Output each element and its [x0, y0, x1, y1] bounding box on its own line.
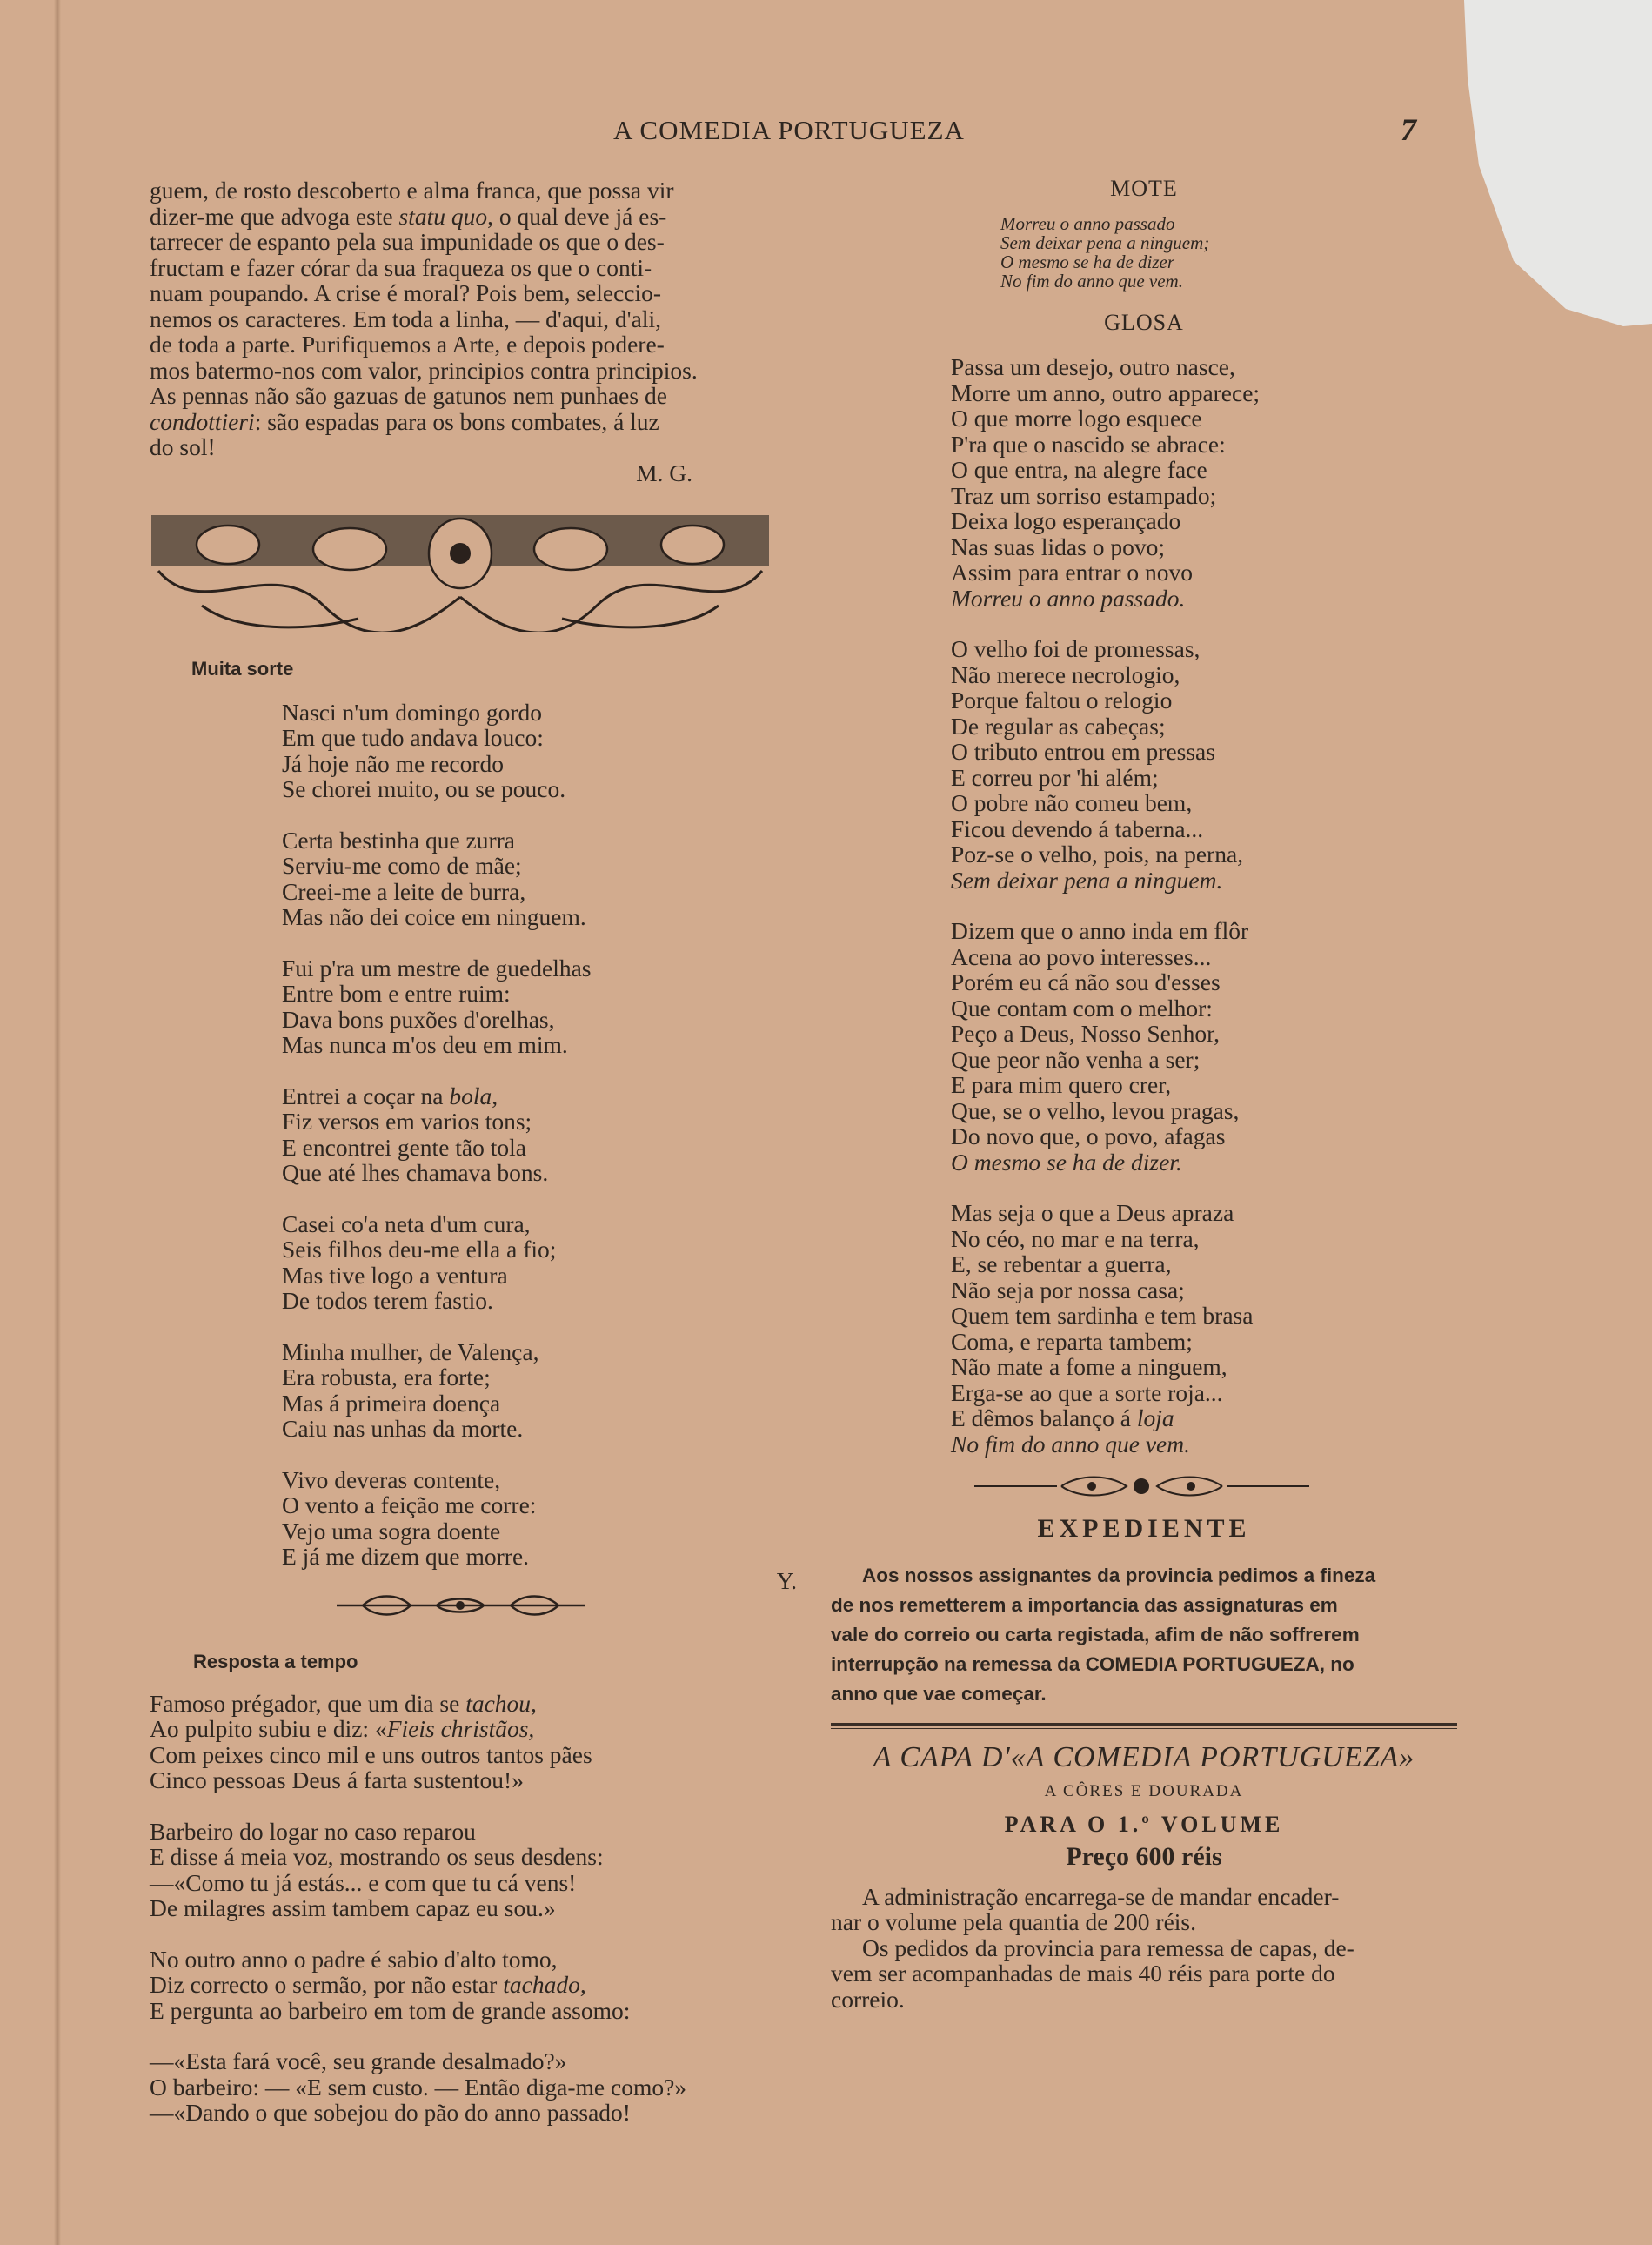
poem1-stanza: Nasci n'um domingo gordo Em que tudo andava louco: Já hoje não me recordo Se chorei muito, ou se pouco. [282, 698, 566, 802]
capa-title: A CAPA D'«A COMEDIA PORTUGUEZA» [873, 1740, 1415, 1773]
expediente-title: EXPEDIENTE [1037, 1514, 1251, 1543]
small-flourish-divider [150, 1588, 771, 1623]
glosa-stanza: Dizem que o anno inda em flôr Acena ao povo interesses... Porém eu cá não sou d'esses Que contam com o melhor: Peço a Deus, Nosso Senhor, Que peor não venha a ser; E para mim quero crer, Que, se o velho, levou pragas, Do novo que, o povo, afagas O mesmo se ha de dizer. [951, 917, 1249, 1176]
poem1-stanza: Fui p'ra um mestre de guedelhas Entre bom e entre ruim: Dava bons puxões d'orelhas, Mas nunca m'os deu em mim. [282, 954, 592, 1058]
poem2-stanza: Famoso prégador, que um dia se tachou, Ao pulpito subiu e diz: «Fieis christãos, Com peixes cinco mil e uns outros tantos pães Cinco pessoas Deus á farta sustentou!» [150, 1689, 592, 1793]
poem2 [150, 1691, 771, 2126]
glosa-title: GLOSA [1104, 309, 1184, 335]
poem1-stanza: Certa bestinha que zurra Serviu-me como de mãe; Creei-me a leite de burra, Mas não dei coice em ninguem. [282, 826, 586, 930]
mote-title: MOTE [1110, 176, 1178, 201]
poem2-stanza: Barbeiro do logar no caso reparou E disse á meia voz, mostrando os seus desdens: —«Como tu já estás... e com que tu cá vens! De milagres assim tambem capaz eu sou.» [150, 1817, 604, 1921]
capa-subtitle: A CÔRES E DOURADA [1044, 1782, 1244, 1800]
glosa-stanza: Mas seja o que a Deus apraza No céo, no mar e na terra, E, se rebentar a guerra, Não seja por nossa casa; Quem tem sardinha e tem brasa Coma, e reparta tambem; Não mate a fome a ninguem, Erga-se ao que a sorte roja... E dêmos balanço á loja No fim do anno que vem. [951, 1199, 1254, 1458]
poem1-stanza: Casei co'a neta d'um cura, Seis filhos deu-me ella a fio; Mas tive logo a ventura De todos terem fastio. [282, 1210, 557, 1314]
poem1-title: Muita sorte [191, 658, 294, 680]
capa-price: Preço 600 réis [1066, 1842, 1222, 1871]
poem2-stanza: —«Esta fará você, seu grande desalmado?» O barbeiro: — «E sem custo. — Então diga-me como?» —«Dando o que sobejou do pão do anno passado! [150, 2047, 687, 2126]
poem2-title: Resposta a tempo [193, 1651, 358, 1672]
poem1-stanza: Minha mulher, de Valença, Era robusta, era forte; Mas á primeira doença Caiu nas unhas da morte. [282, 1337, 539, 1442]
page-number: 7 [1401, 112, 1416, 147]
glosa [951, 354, 1457, 1457]
poem1-stanza: Entrei a coçar na bola, Fiz versos em varios tons; E encontrei gente tão tola Que até lhes chamava bons. [282, 1082, 549, 1186]
floral-ornament-banner [150, 501, 771, 632]
capa-notice: A administração encarrega-se de mandar encader- nar o volume pela quantia de 200 réis. Os pedidos da provincia para remessa de capas, de- vem ser acompanhadas de mais 40 réis para porte do correio. [831, 1882, 1354, 2013]
right-column [831, 176, 1457, 2012]
glosa-stanza: Passa um desejo, outro nasce, Morre um anno, outro apparece; O que morre logo esquece P'ra que o nascido se abrace: O que entra, na alegre face Traz um sorriso estampado; Deixa logo esperançado Nas suas lidas o povo; Assim para entrar o novo Morreu o anno passado. [951, 353, 1261, 612]
section-rule [831, 1723, 1457, 1729]
poem1-signature: Y. [776, 1566, 797, 1594]
ornamental-divider [831, 1469, 1457, 1504]
poem1-stanza: Vivo deveras contente, O vento a feição me corre: Vejo uma sogra doente E já me dizem que morre. [282, 1465, 537, 1570]
intro-signature: M. G. [636, 459, 692, 486]
page-fold-shadow [54, 0, 61, 2245]
capa-volume: PARA O 1.º VOLUME [1004, 1811, 1284, 1837]
poem2-stanza: No outro anno o padre é sabio d'alto tomo, Diz correcto o sermão, por não estar tachado, E pergunta ao barbeiro em tom de grande assomo: [150, 1945, 631, 2024]
left-column [150, 177, 797, 2126]
glosa-stanza: O velho foi de promessas, Não merece necrologio, Porque faltou o relogio De regular as cabeças; O tributo entrou em pressas E correu por 'hi além; O pobre não comeu bem, Ficou devendo á taberna... Poz-se o velho, pois, na perna, Sem deixar pena a ninguem. [951, 635, 1244, 894]
running-title: A COMEDIA PORTUGUEZA [613, 115, 965, 145]
mote-lines: Morreu o anno passado Sem deixar pena a ninguem; O mesmo se ha de dizer No fim do anno que vem. [1000, 212, 1210, 292]
expediente-notice: Aos nossos assignantes da provincia pedimos a fineza de nos remetterem a importancia das assignaturas em vale do correio ou carta registada, afim de não soffrerem interrupção na remessa da COMEDIA PORTUGUEZA, no anno que vae começar. [831, 1564, 1376, 1705]
intro-paragraph: guem, de rosto descoberto e alma franca, que possa vir dizer-me que advoga este statu quo, o qual deve já es- tarrecer de espanto pela sua impunidade os que o des- fructam e fazer córar da sua fraqueza os que o conti- nuam poupando. A crise é moral? Pois bem, seleccio- nemos os caracteres. Em toda a linha, — d'aqui, d'ali, de toda a parte. Purifiquemos a Arte, e depois podere- mos batermo-nos com valor, principios contra principios. As pennas não são gazuas de gatunos nem punhaes de condottieri: são espadas para os bons combates, á luz do sol! [150, 177, 698, 460]
poem1 [282, 700, 771, 1570]
